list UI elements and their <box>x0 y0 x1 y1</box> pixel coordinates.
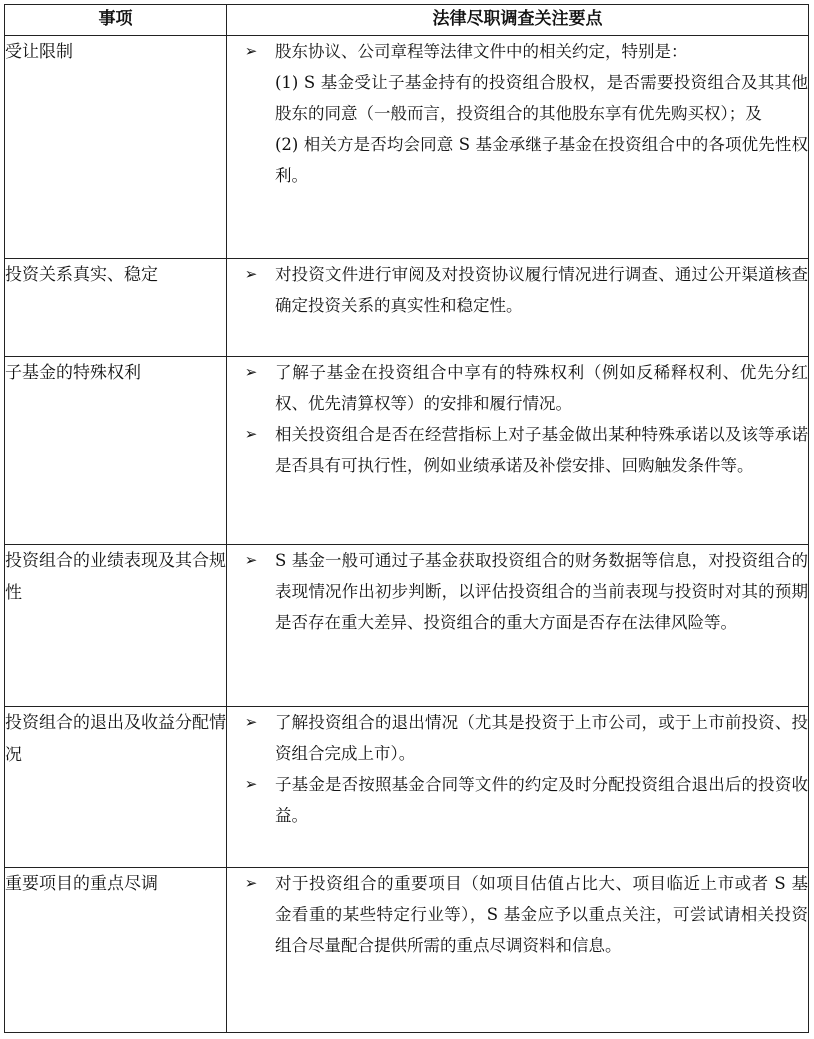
arrow-bullet-icon: ➢ <box>244 775 258 793</box>
row-item: 受让限制 <box>5 36 227 259</box>
row-points <box>227 707 809 868</box>
bullet-continuation: (1) S 基金受让子基金持有的投资组合股权，是否需要投资组合及其其他股东的同意（一般而言，投资组合的其他股东享有优先购买权）；及 (2) 相关方是否均会同意 S 基金承继子基金在投资组合中的各项优先性权利。 <box>275 73 808 185</box>
table-row <box>5 357 809 545</box>
arrow-bullet-icon: ➢ <box>244 713 258 731</box>
bullet-point: ➢ 了解子基金在投资组合中享有的特殊权利（例如反稀释权利、优先分红权、优先清算权等）的安排和履行情况。 <box>227 357 808 419</box>
arrow-bullet-icon: ➢ <box>244 363 258 381</box>
row-item: 投资组合的业绩表现及其合规性 <box>5 545 227 707</box>
arrow-bullet-icon: ➢ <box>244 425 258 443</box>
bullet-point: ➢ 子基金是否按照基金合同等文件的约定及时分配投资组合退出后的投资收益。 <box>227 769 808 831</box>
bullet-point: ➢ 对于投资组合的重要项目（如项目估值占比大、项目临近上市或者 S 基金看重的某些特定行业等），S 基金应予以重点关注，可尝试请相关投资组合尽量配合提供所需的重点尽调资料和信息。 <box>227 868 808 961</box>
row-points <box>227 357 809 545</box>
table-row <box>5 36 809 259</box>
bullet-point: ➢ S 基金一般可通过子基金获取投资组合的财务数据等信息，对投资组合的表现情况作出初步判断，以评估投资组合的当前表现与投资时对其的预期是否存在重大差异、投资组合的重大方面是否存在法律风险等。 <box>227 545 808 638</box>
bullet-point: ➢ 了解投资组合的退出情况（尤其是投资于上市公司，或于上市前投资、投资组合完成上市）。 <box>227 707 808 769</box>
arrow-bullet-icon: ➢ <box>244 551 258 569</box>
table-row <box>5 707 809 868</box>
header-item: 事项 <box>5 5 227 36</box>
row-points <box>227 545 809 707</box>
row-points <box>227 868 809 1033</box>
bullet-point: ➢ 股东协议、公司章程等法律文件中的相关约定，特别是： <box>227 36 808 67</box>
table-row <box>5 545 809 707</box>
arrow-bullet-icon: ➢ <box>244 42 258 60</box>
table-row <box>5 259 809 357</box>
bullet-point: ➢ 对投资文件进行审阅及对投资协议履行情况进行调查、通过公开渠道核查确定投资关系的真实性和稳定性。 <box>227 259 808 321</box>
table-row <box>5 868 809 1033</box>
bullet-point: ➢ 相关投资组合是否在经营指标上对子基金做出某种特殊承诺以及该等承诺是否具有可执行性，例如业绩承诺及补偿安排、回购触发条件等。 <box>227 419 808 481</box>
due-diligence-table <box>4 4 809 1033</box>
row-points <box>227 36 809 259</box>
row-item: 重要项目的重点尽调 <box>5 868 227 1033</box>
row-item: 投资组合的退出及收益分配情况 <box>5 707 227 868</box>
arrow-bullet-icon: ➢ <box>244 874 258 892</box>
row-item: 投资关系真实、稳定 <box>5 259 227 357</box>
header-points: 法律尽职调查关注要点 <box>227 5 809 36</box>
row-points <box>227 259 809 357</box>
arrow-bullet-icon: ➢ <box>244 265 258 283</box>
table-header-row <box>5 5 809 36</box>
row-item: 子基金的特殊权利 <box>5 357 227 545</box>
